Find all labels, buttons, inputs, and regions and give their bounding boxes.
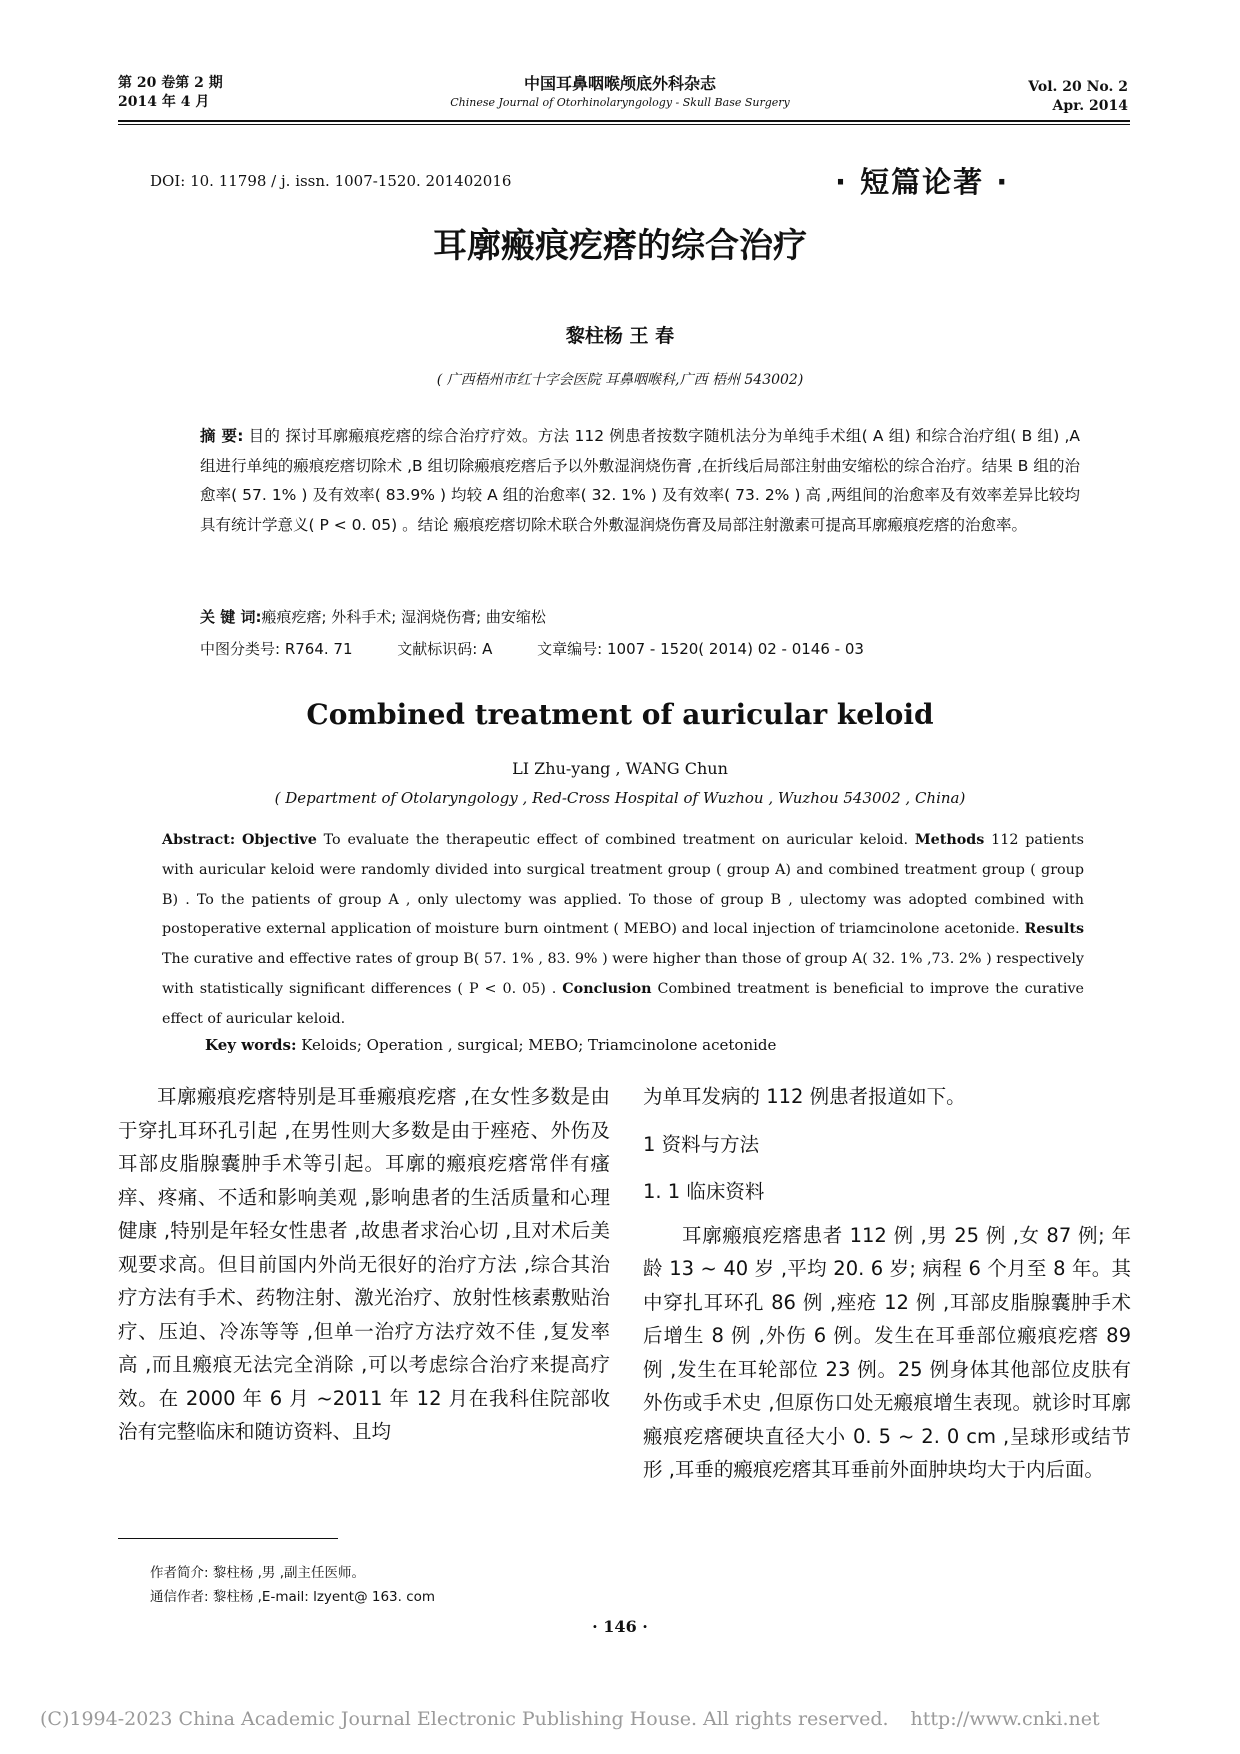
results-text: The curative and effective rates of group B( 57. 1% , 83. 9% ) were higher than those of group A( 32. 1% ,73. 2% ) respectively with statistically significant differences ( P < 0. 05) . <box>162 951 1084 997</box>
title-cn: 耳廓瘢痕疙瘩的综合治疗 <box>433 226 807 266</box>
clc-number: 中图分类号: R764. 71 <box>200 640 353 658</box>
conclusion-text: Combined treatment is beneficial to improve the curative effect of auricular keloid. <box>162 980 1084 1027</box>
journal-name-en: Chinese Journal of Otorhinolaryngology - Skull Base Surgery <box>450 96 790 109</box>
abstract-cn <box>200 422 1080 540</box>
intro-paragraph: 耳廓瘢痕疙瘩特别是耳垂瘢痕疙瘩 ,在女性多数是由于穿扎耳环孔引起 ,在男性则大多数是由于痤疮、外伤及耳部皮脂腺囊肿手术等引起。耳廓的瘢痕疙瘩常伴有瘙痒、疼痛、不适和影响美观 ,影响患者的生活质量和心理健康 ,特别是年轻女性患者 ,故患者求治心切 ,且对术后美观要求高。但目前国内外尚无很好的治疗方法 ,综合其治疗方法有手术、药物注射、激光治疗、放射性核素敷贴治疗、压迫、冷冻等等 ,但单一治疗方法疗效不佳 ,复发率高 ,而且瘢痕无法完全消除 ,可以考虑综合治疗来提高疗效。在 2000 年 6 月 ~2011 年 12 月在我科住院部收治有完整临床和随访资料、且均 <box>118 1085 610 1443</box>
document-code: 文献标识码: A <box>397 640 493 658</box>
keywords-en <box>205 1036 1085 1054</box>
section-heading-1-1: 1. 1 临床资料 <box>643 1180 765 1203</box>
classification-line <box>200 638 1080 659</box>
copyright-line <box>40 1708 1100 1730</box>
title-en: Combined treatment of auricular keloid <box>306 698 934 731</box>
footnote-corresponding: 通信作者: 黎柱杨 ,E-mail: lzyent@ 163. com <box>150 1589 436 1605</box>
intro-continuation: 为单耳发病的 112 例患者报道如下。 <box>643 1085 966 1108</box>
abstract-en <box>162 826 1084 1035</box>
authors-cn: 黎柱杨 王 春 <box>565 325 675 347</box>
body-left-column <box>118 1080 610 1449</box>
keywords-en-label: Key words: <box>205 1036 297 1054</box>
authors-en: LI Zhu-yang , WANG Chun <box>512 759 728 778</box>
header-right <box>1028 78 1128 116</box>
section-tag: · 短篇论著 · <box>835 165 1010 199</box>
section-heading-1: 1 资料与方法 <box>643 1132 760 1156</box>
methods-text: 112 patients with auricular keloid were randomly divided into surgical treatment group ( group A) and combined treatment group ( group B) . To the patients of group A , only ulectomy was applied. To those of group B , ulectomy was adopted combined with postoperative external application of moisture burn ointment ( MEBO) and local injection of triamcinolone acetonide. <box>162 832 1085 938</box>
abstract-cn-text: 目的 探讨耳廓瘢痕疙瘩的综合治疗疗效。方法 112 例患者按数字随机法分为单纯手术组( A 组) 和综合治疗组( B 组) ,A 组进行单纯的瘢痕疙瘩切除术 ,B 组切除瘢痕疙瘩后予以外敷湿润烧伤膏 ,在折线后局部注射曲安缩松的综合治疗。结果 B 组的治愈率( 57. 1% ) 及有效率( 83.9% ) 均较 A 组的治愈率( 32. 1% ) 及有效率( 73. 2% ) 高 ,两组间的治愈率及有效率差异比较均具有统计学意义( P < 0. 05) 。结论 瘢痕疙瘩切除术联合外敷湿润烧伤膏及局部注射激素可提高耳廓瘢痕疙瘩的治愈率。 <box>200 427 1080 534</box>
keywords-cn <box>200 606 1080 627</box>
methods-label: Methods <box>914 832 985 848</box>
journal-name-cn: 中国耳鼻咽喉颅底外科杂志 <box>523 74 716 93</box>
copyright-text: (C)1994-2023 China Academic Journal Electronic Publishing House. All rights reserved. <box>40 1708 889 1730</box>
objective-label: Objective <box>241 832 317 848</box>
affiliation-cn: ( 广西梧州市红十字会医院 耳鼻咽喉科,广西 梧州 543002) <box>436 372 804 388</box>
objective-text: To evaluate the therapeutic effect of combined treatment on auricular keloid. <box>316 832 915 848</box>
volume-issue-en: Vol. 20 No. 2 <box>1028 79 1128 95</box>
affiliation-en: ( Department of Otolaryngology , Red-Cross Hospital of Wuzhou , Wuzhou 543002 , China) <box>274 789 966 807</box>
keywords-cn-text: 瘢痕疙瘩; 外科手术; 湿润烧伤膏; 曲安缩松 <box>261 608 546 626</box>
footnote-rule <box>118 1538 338 1539</box>
keywords-en-text: Keloids; Operation , surgical; MEBO; Triamcinolone acetonide <box>296 1036 777 1054</box>
header-rule-thick <box>118 120 1130 122</box>
conclusion-label: Conclusion <box>562 980 652 997</box>
header-rule-thin <box>118 124 1130 125</box>
page-number: · 146 · <box>592 1617 648 1636</box>
abstract-en-label: Abstract: <box>162 832 236 848</box>
volume-issue-cn: 第 20 卷第 2 期 <box>118 75 223 91</box>
header-left <box>118 74 223 112</box>
footnote-author-intro: 作者简介: 黎柱杨 ,男 ,副主任医师。 <box>150 1565 366 1581</box>
date-cn: 2014 年 4 月 <box>118 94 210 110</box>
doi: DOI: 10. 11798 / j. issn. 1007-1520. 201402016 <box>150 172 512 190</box>
body-right-column <box>643 1080 1131 1487</box>
keywords-cn-label: 关 键 词: <box>200 608 262 626</box>
clinical-data-paragraph: 耳廓瘢痕疙瘩患者 112 例 ,男 25 例 ,女 87 例; 年龄 13 ~ 40 岁 ,平均 20. 6 岁; 病程 6 个月至 8 年。其中穿扎耳环孔 86 例 ,痤疮 12 例 ,耳部皮脂腺囊肿手术后增生 8 例 ,外伤 6 例。发生在耳垂部位瘢痕疙瘩 89 例 ,发生在耳轮部位 23 例。25 例身体其他部位皮肤有外伤或手术史 ,但原伤口处无瘢痕增生表现。就诊时耳廓瘢痕疙瘩硬块直径大小 0. 5 ~ 2. 0 cm ,呈球形或结节形 ,耳垂的瘢痕疙瘩其耳垂前外面肿块均大于内后面。 <box>643 1223 1131 1481</box>
abstract-cn-label: 摘 要: <box>200 427 244 445</box>
copyright-url: http://www.cnki.net <box>910 1708 1100 1730</box>
article-number: 文章编号: 1007 - 1520( 2014) 02 - 0146 - 03 <box>537 640 864 658</box>
header-center <box>340 74 900 112</box>
date-en: Apr. 2014 <box>1052 98 1128 114</box>
results-label: Results <box>1024 921 1084 938</box>
